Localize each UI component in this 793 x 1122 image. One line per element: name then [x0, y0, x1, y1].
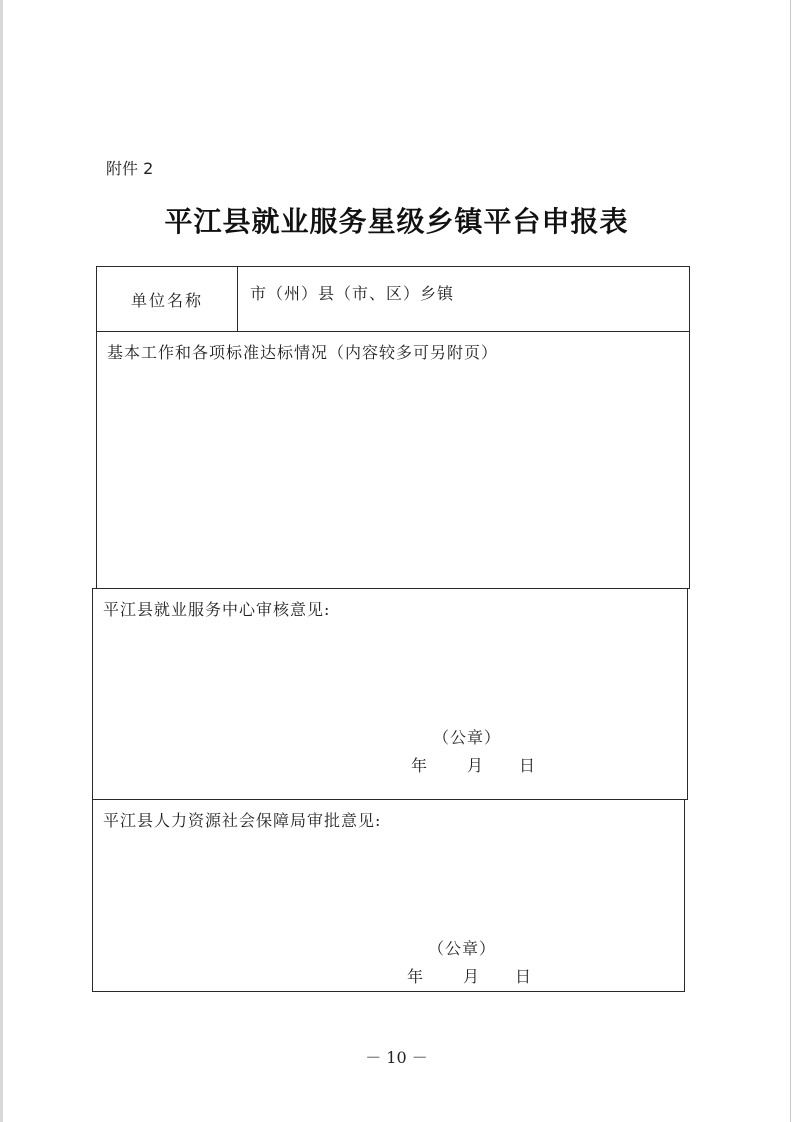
bureau-approval-label: 平江县人力资源社会保障局审批意见:: [103, 811, 382, 830]
scan-edge: [0, 0, 3, 1122]
attachment-label: 附件 2: [106, 159, 154, 178]
basic-work-label: 基本工作和各项标准达标情况（内容较多可另附页）: [107, 343, 499, 362]
month-label: 月: [463, 967, 481, 986]
page-number: － 10 －: [365, 1048, 428, 1067]
unit-name-label: 单位名称: [96, 266, 238, 332]
unit-name-field[interactable]: 市（州）县（市、区）乡镇: [237, 266, 690, 332]
date-line: [407, 964, 532, 987]
official-seal-label: （公章）: [433, 728, 502, 747]
official-seal-label: （公章）: [428, 939, 497, 958]
year-label: 年: [407, 967, 425, 986]
document-title: 平江县就业服务星级乡镇平台申报表: [164, 205, 629, 238]
scan-edge: [790, 0, 791, 1122]
date-line: [411, 753, 536, 776]
day-label: 日: [519, 756, 537, 775]
basic-work-section[interactable]: [96, 331, 690, 589]
bureau-approval-section[interactable]: [92, 799, 685, 992]
application-form: [92, 266, 690, 992]
year-label: 年: [411, 756, 429, 775]
day-label: 日: [515, 967, 533, 986]
month-label: 月: [467, 756, 485, 775]
center-review-section[interactable]: [92, 588, 688, 800]
center-review-label: 平江县就业服务中心审核意见:: [103, 600, 331, 619]
